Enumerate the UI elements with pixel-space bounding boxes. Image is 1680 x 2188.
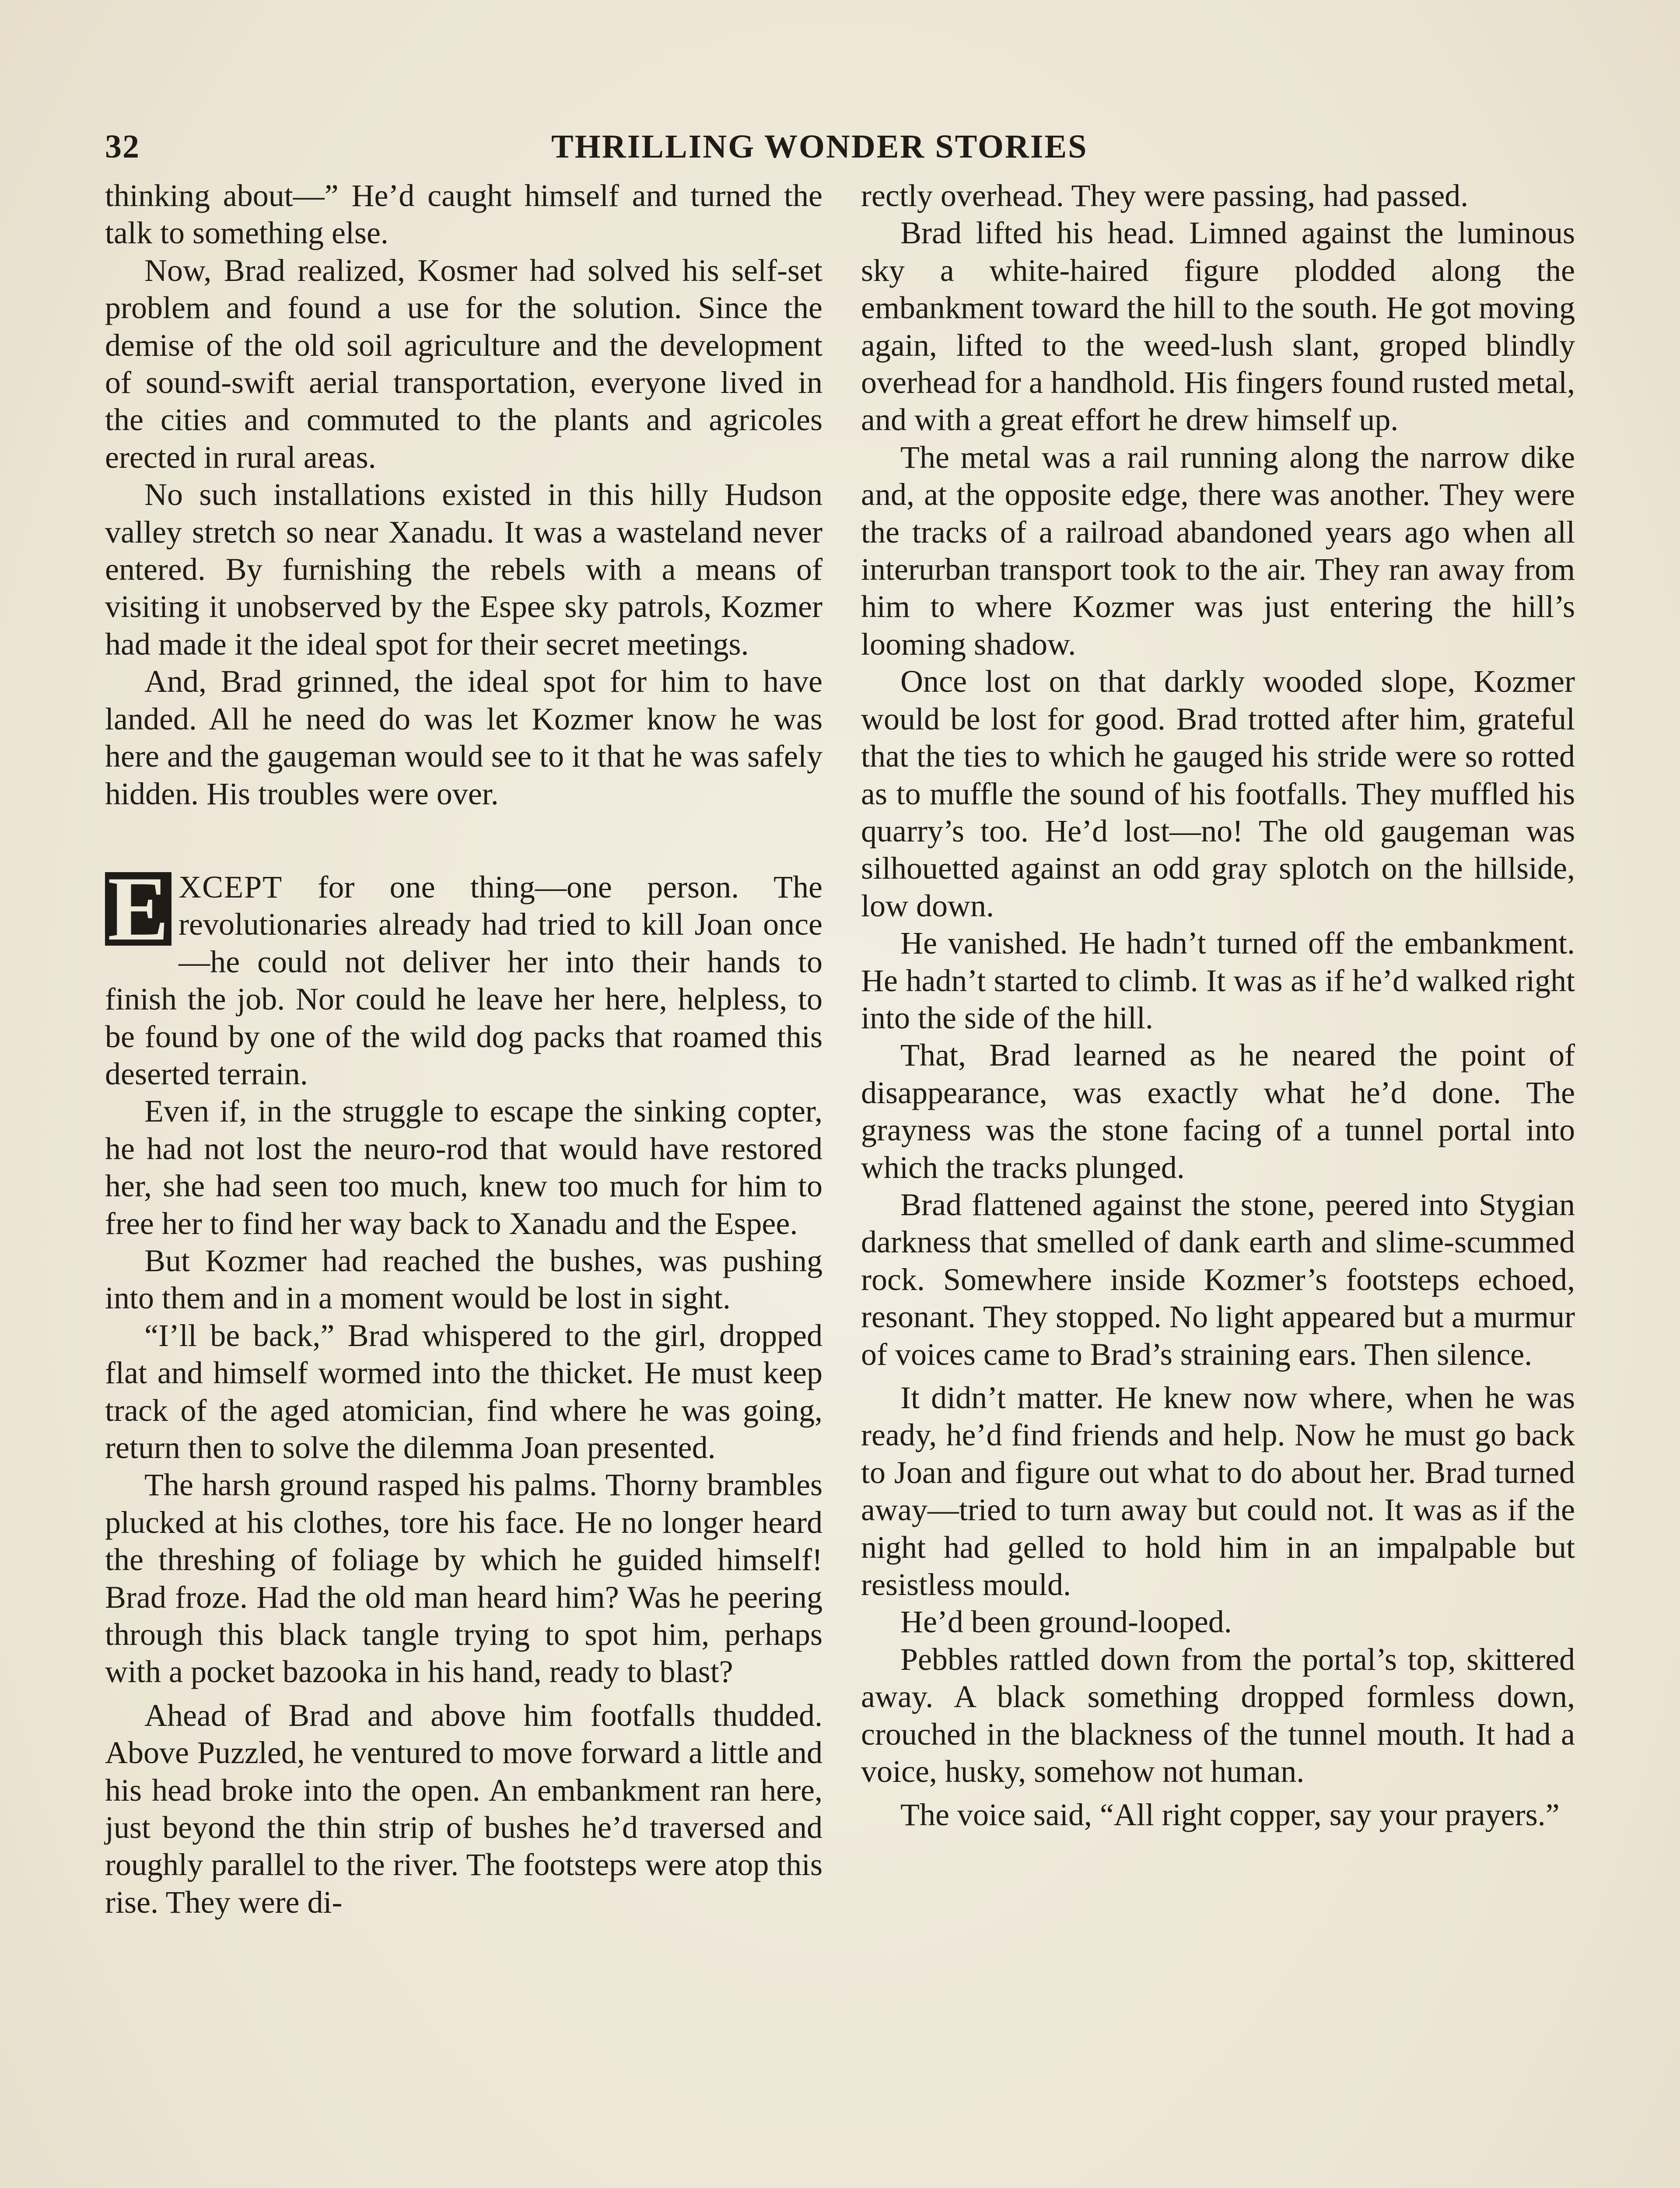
page-header: [105, 128, 1584, 176]
paragraph: thinking about—” He’d caught himself and turned the talk to something else.: [105, 178, 822, 251]
paragraph: Brad flattened against the stone, peered into Stygian darkness that smelled of dank earth and slime-scummed rock. Somewhere inside Kozmer’s footsteps echoed, resonant. They stopped. No light appeared but a murmur of voices came to Brad’s straining ears. Then silence.: [861, 1187, 1575, 1372]
running-title: THRILLING WONDER STORIES: [551, 128, 1088, 165]
paragraph: Brad lifted his head. Limned against the luminous sky a white-haired figure plodded along the embankment toward the hill to the south. He got moving again, lifted to the weed-lush slant, groped blindly overhead for a handhold. His fingers found rusted metal, and with a great effort he drew himself up.: [861, 215, 1575, 438]
paragraph: He vanished. He hadn’t turned off the embankment. He hadn’t started to climb. It was as if he’d walked right into the side of the hill.: [861, 926, 1575, 1035]
paragraph: The harsh ground rasped his palms. Thorny brambles plucked at his clothes, tore his face. He no longer heard the threshing of foliage by which he guided himself! Brad froze. Had the old man heard him? Was he peering through this black tangle trying to spot him, perhaps with a pocket bazooka in his hand, ready to blast?: [105, 1467, 822, 1690]
page-number: 32: [105, 128, 140, 165]
paragraph: “I’ll be back,” Brad whispered to the girl, dropped flat and himself wormed into the thicket. He must keep track of the aged atomician, find where he was going, return then to solve the dilemma Joan presented.: [105, 1318, 822, 1465]
paragraph-text: for one thing—one person. The revolutionaries already had tried to kill Joan once—he could not deliver her into their hands to finish the job. Nor could he leave her here, helpless, to be found by one of the wild dog packs that roamed this deserted terrain.: [105, 869, 822, 1091]
right-column: [861, 177, 1575, 1834]
drop-cap: E: [105, 872, 172, 946]
paragraph: No such installations existed in this hilly Hudson valley stretch so near Xanadu. It was a wasteland never entered. By furnishing the rebels with a means of visiting it unobserved by the Espee sky patrols, Kozmer had made it the ideal spot for their secret meetings.: [105, 477, 822, 662]
paragraph: That, Brad learned as he neared the point of disappearance, was exactly what he’d done. The grayness was the stone facing of a tunnel portal into which the tracks plunged.: [861, 1038, 1575, 1185]
paragraph: Even if, in the struggle to escape the sinking copter, he had not lost the neuro-rod that would have restored her, she had seen too much, knew too much for him to free her to find her way back to Xanadu and the Espee.: [105, 1094, 822, 1241]
paragraph: Pebbles rattled down from the portal’s top, skittered away. A black something dropped formless down, crouched in the blackness of the tunnel mouth. It had a voice, husky, somehow not human.: [861, 1641, 1575, 1789]
left-column: [105, 177, 822, 1921]
paragraph: The metal was a rail running along the narrow dike and, at the opposite edge, there was another. They were the tracks of a railroad abandoned years ago when all interurban transport took to the air. They ran away from him to where Kozmer was just entering the hill’s looming shadow.: [861, 439, 1575, 662]
small-caps-lead: XCEPT: [178, 869, 283, 905]
paragraph: Now, Brad realized, Kosmer had solved his self-set problem and found a use for the solution. Since the demise of the old soil agriculture and the development of sound-swift aerial transportation, everyone lived in the cities and commuted to the plants and agricoles erected in rural areas.: [105, 252, 822, 475]
paragraph: The voice said, “All right copper, say your prayers.”: [900, 1797, 1560, 1833]
paragraph: rectly overhead. They were passing, had passed.: [861, 178, 1469, 213]
paragraph: Ahead of Brad and above him footfalls thudded. Above Puzzled, he ventured to move forward a little and his head broke into the open. An embankment ran here, just beyond the thin strip of bushes he’d traversed and roughly parallel to the river. The footsteps were atop this rise. They were di-: [105, 1697, 822, 1920]
paragraph: Once lost on that darkly wooded slope, Kozmer would be lost for good. Brad trotted after him, grateful that the ties to which he gauged his stride were so rotted as to muffle the sound of his footfalls. They muffled his quarry’s too. He’d lost—no! The old gaugeman was silhouetted against an odd gray splotch on the hillside, low down.: [861, 664, 1575, 923]
paragraph: And, Brad grinned, the ideal spot for him to have landed. All he need do was let Kozmer know he was here and the gaugeman would see to it that he was safely hidden. His troubles were over.: [105, 664, 822, 811]
section-opening-paragraph: [105, 858, 822, 1093]
paragraph: It didn’t matter. He knew now where, when he was ready, he’d find friends and help. Now he must go back to Joan and figure out what to do about her. Brad turned away—tried to turn away but could not. It was as if the night had gelled to hold him in an impalpable but resistless mould.: [861, 1380, 1575, 1602]
paragraph: But Kozmer had reached the bushes, was pushing into them and in a moment would be lost in sight.: [105, 1243, 822, 1316]
paragraph: He’d been ground-looped.: [900, 1604, 1232, 1640]
